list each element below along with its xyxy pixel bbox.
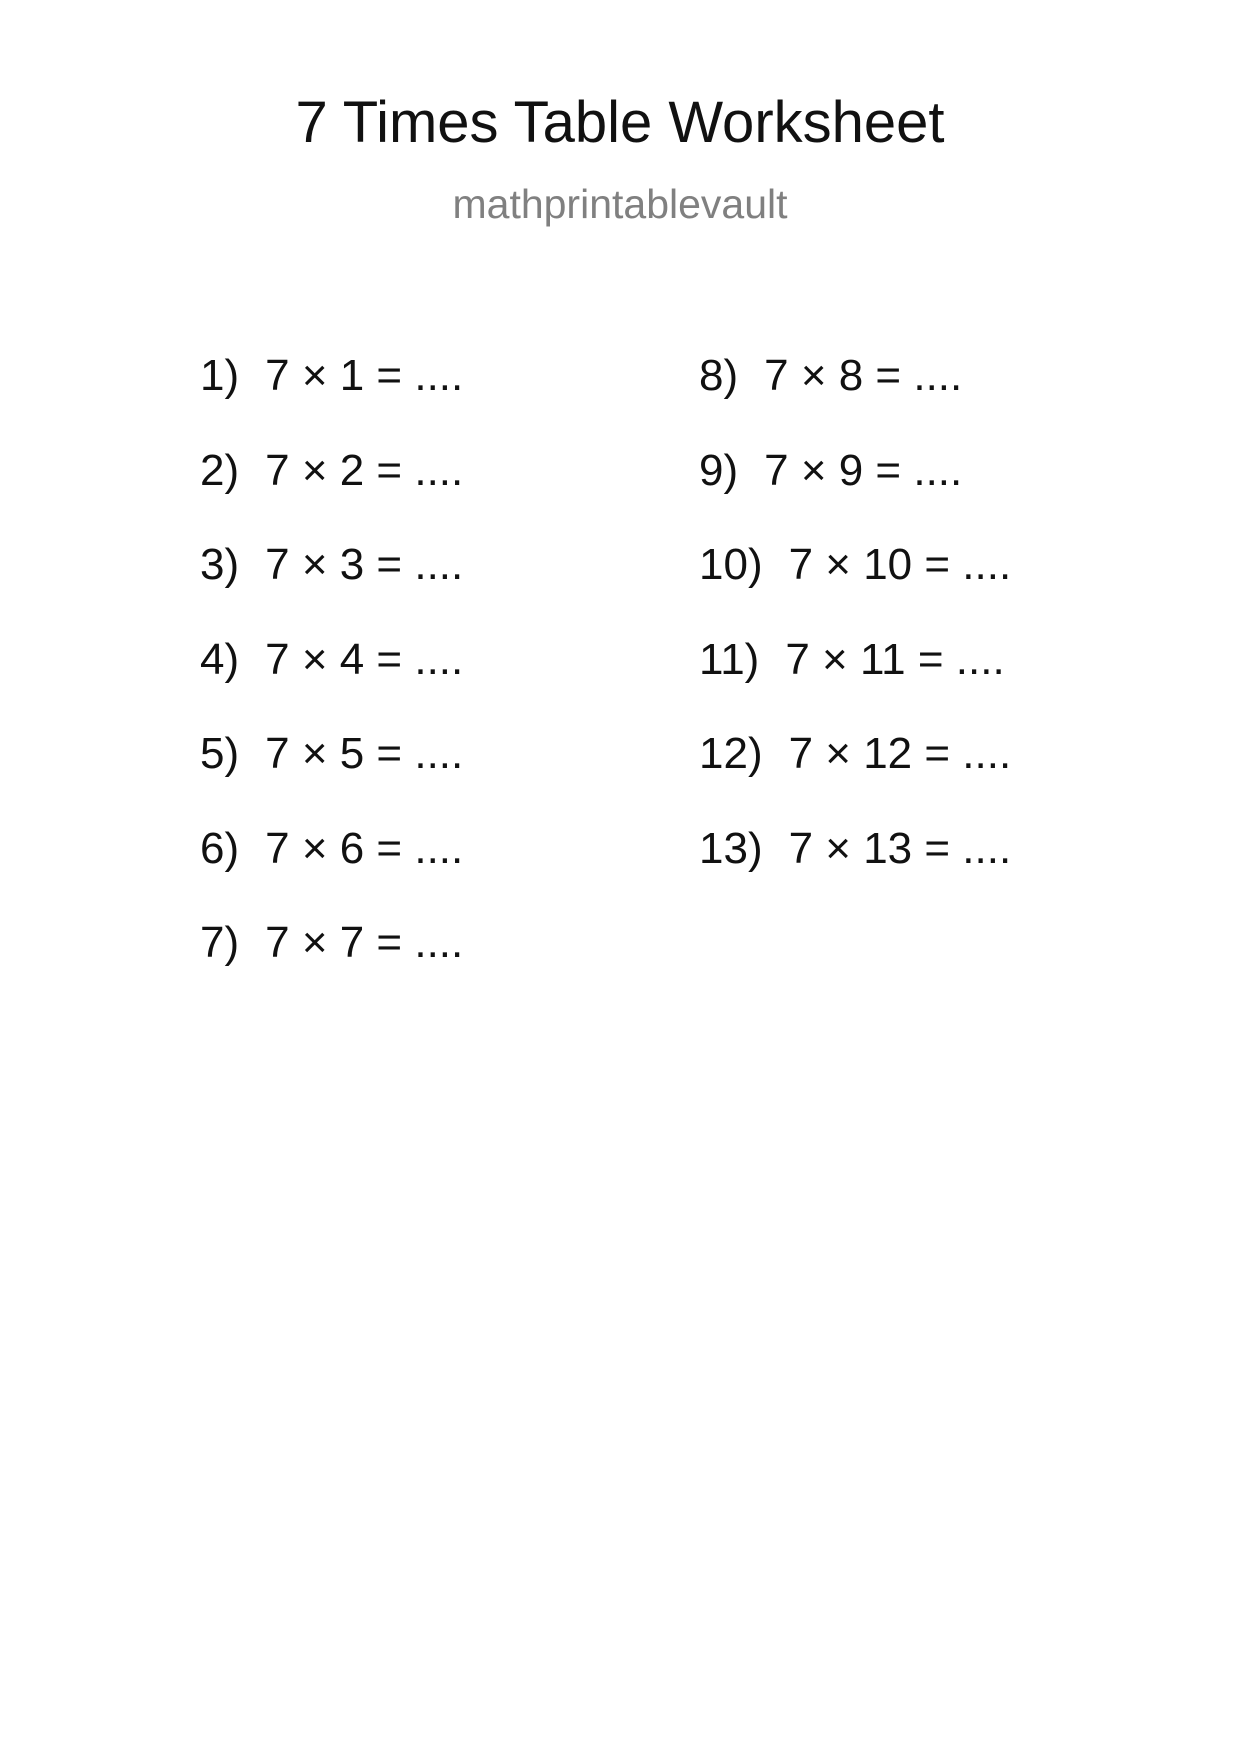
problem-number: 1) (200, 351, 240, 400)
problem-number: 11) (699, 634, 760, 684)
problem-expression: 7 × 12 = .... (788, 729, 1012, 778)
problem-item (699, 823, 1012, 922)
problem-number: 2) (200, 445, 240, 495)
problem-expression: 7 × 7 = .... (265, 918, 464, 967)
problem-expression: 7 × 3 = .... (265, 540, 464, 589)
problem-item (200, 634, 464, 733)
problem-number: 4) (200, 634, 240, 684)
problem-expression: 7 × 9 = .... (764, 445, 963, 495)
problem-number: 13) (699, 823, 763, 873)
problem-item (200, 729, 464, 827)
problem-number: 7) (200, 918, 240, 967)
problem-expression: 7 × 4 = .... (265, 634, 464, 684)
problem-expression: 7 × 10 = .... (788, 540, 1012, 589)
problem-expression: 7 × 11 = .... (785, 634, 1005, 684)
problem-expression: 7 × 1 = .... (265, 351, 464, 400)
problem-number: 8) (699, 351, 739, 400)
page-title: 7 Times Table Worksheet (295, 90, 945, 155)
problem-expression: 7 × 6 = .... (265, 823, 464, 873)
problem-number: 5) (200, 729, 240, 778)
problem-item (200, 823, 464, 922)
problem-list-right (699, 351, 1012, 921)
problem-expression: 7 × 5 = .... (265, 729, 464, 778)
problem-expression: 7 × 8 = .... (764, 351, 963, 400)
problem-item (699, 445, 1011, 544)
problem-item (200, 918, 464, 1016)
problem-number: 9) (699, 445, 739, 495)
page-subtitle: mathprintablevault (452, 181, 788, 227)
problem-item (699, 351, 1011, 449)
problem-expression: 7 × 13 = .... (788, 823, 1012, 873)
problem-item (200, 540, 464, 638)
problem-number: 6) (200, 823, 240, 873)
problem-number: 12) (699, 729, 763, 778)
problem-item (200, 351, 464, 449)
problem-item (200, 445, 464, 544)
problem-number: 10) (699, 540, 763, 589)
problem-number: 3) (200, 540, 240, 589)
problem-item (699, 634, 1011, 733)
problem-item (699, 540, 1012, 638)
problem-expression: 7 × 2 = .... (265, 445, 464, 495)
problem-list-left (200, 351, 464, 1016)
problem-item (699, 729, 1012, 827)
